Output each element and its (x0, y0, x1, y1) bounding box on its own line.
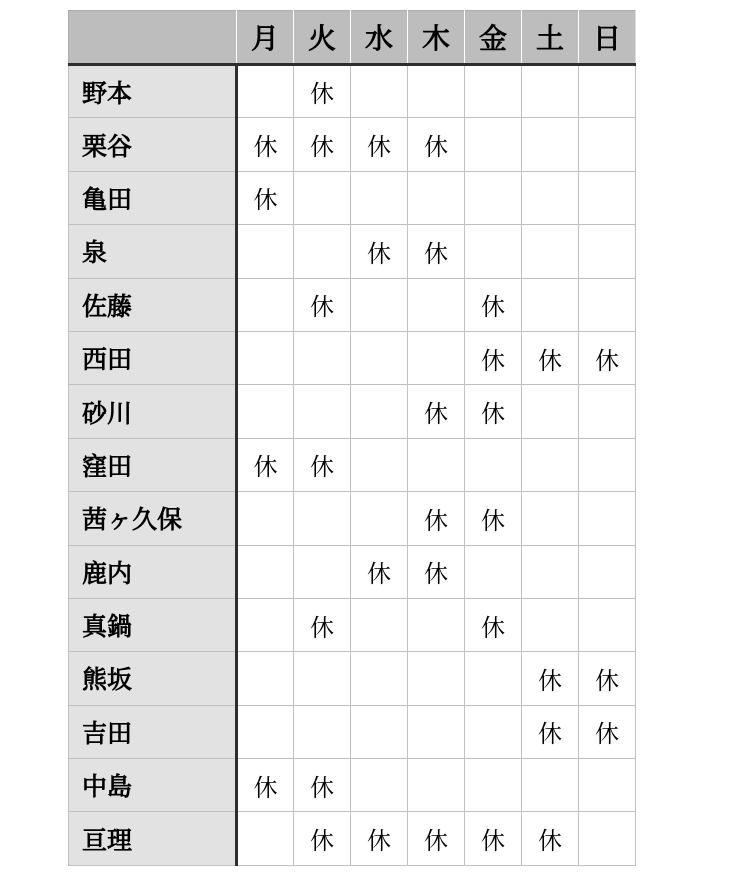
day-header-2: 水 (351, 11, 408, 65)
schedule-cell (237, 705, 294, 758)
schedule-cell: 休 (465, 331, 522, 384)
employee-name-cell: 亘理 (69, 812, 237, 865)
schedule-cell: 休 (579, 705, 636, 758)
schedule-cell (522, 171, 579, 224)
schedule-cell (408, 438, 465, 491)
schedule-cell (522, 545, 579, 598)
employee-name-cell: 西田 (69, 331, 237, 384)
table-row (69, 705, 636, 758)
schedule-cell: 休 (465, 278, 522, 331)
day-header-6: 日 (579, 11, 636, 65)
schedule-cell (522, 759, 579, 812)
schedule-cell (579, 278, 636, 331)
schedule-cell (579, 492, 636, 545)
schedule-cell (522, 492, 579, 545)
schedule-cell (522, 225, 579, 278)
schedule-cell (408, 171, 465, 224)
schedule-cell (294, 545, 351, 598)
table-row (69, 331, 636, 384)
employee-name-cell: 砂川 (69, 385, 237, 438)
schedule-cell (351, 598, 408, 651)
schedule-cell (465, 545, 522, 598)
schedule-cell: 休 (237, 438, 294, 491)
schedule-table-container (68, 10, 636, 866)
schedule-cell: 休 (408, 385, 465, 438)
day-header-3: 木 (408, 11, 465, 65)
schedule-cell (465, 225, 522, 278)
day-header-4: 金 (465, 11, 522, 65)
schedule-cell (408, 652, 465, 705)
schedule-cell (237, 278, 294, 331)
schedule-cell: 休 (351, 545, 408, 598)
schedule-cell (294, 331, 351, 384)
employee-name-cell: 鹿内 (69, 545, 237, 598)
weekly-dayoff-schedule-table (68, 10, 636, 866)
schedule-cell (522, 278, 579, 331)
schedule-cell: 休 (294, 118, 351, 171)
schedule-cell: 休 (465, 598, 522, 651)
employee-name-cell: 野本 (69, 65, 237, 118)
table-row (69, 171, 636, 224)
table-row (69, 225, 636, 278)
employee-name-cell: 亀田 (69, 171, 237, 224)
schedule-cell: 休 (579, 331, 636, 384)
schedule-cell (579, 812, 636, 865)
schedule-cell (579, 65, 636, 118)
employee-name-cell: 吉田 (69, 705, 237, 758)
table-body (69, 65, 636, 866)
table-row (69, 492, 636, 545)
schedule-cell (351, 492, 408, 545)
schedule-cell (465, 652, 522, 705)
schedule-cell (579, 118, 636, 171)
table-row (69, 598, 636, 651)
schedule-cell: 休 (237, 171, 294, 224)
schedule-cell (465, 65, 522, 118)
schedule-cell (465, 171, 522, 224)
schedule-cell (522, 598, 579, 651)
table-row (69, 759, 636, 812)
schedule-cell (579, 598, 636, 651)
schedule-cell: 休 (351, 225, 408, 278)
schedule-cell (351, 385, 408, 438)
schedule-cell: 休 (522, 705, 579, 758)
schedule-cell: 休 (408, 118, 465, 171)
schedule-cell (237, 545, 294, 598)
schedule-cell (522, 438, 579, 491)
schedule-cell (351, 652, 408, 705)
schedule-cell (294, 385, 351, 438)
schedule-cell: 休 (294, 65, 351, 118)
schedule-cell (237, 598, 294, 651)
schedule-cell (522, 118, 579, 171)
schedule-cell (408, 705, 465, 758)
day-header-0: 月 (237, 11, 294, 65)
schedule-cell (522, 65, 579, 118)
schedule-cell: 休 (294, 759, 351, 812)
schedule-cell: 休 (408, 812, 465, 865)
schedule-cell (237, 65, 294, 118)
schedule-cell (237, 331, 294, 384)
header-row (69, 11, 636, 65)
employee-name-cell: 茜ヶ久保 (69, 492, 237, 545)
table-header (69, 11, 636, 65)
schedule-cell: 休 (294, 438, 351, 491)
schedule-cell: 休 (522, 812, 579, 865)
table-row (69, 652, 636, 705)
day-header-1: 火 (294, 11, 351, 65)
schedule-cell: 休 (294, 278, 351, 331)
schedule-cell (294, 652, 351, 705)
schedule-cell: 休 (522, 331, 579, 384)
schedule-cell (294, 171, 351, 224)
schedule-cell: 休 (522, 652, 579, 705)
employee-name-cell: 真鍋 (69, 598, 237, 651)
table-row (69, 438, 636, 491)
schedule-cell: 休 (237, 118, 294, 171)
schedule-cell (408, 278, 465, 331)
schedule-cell (294, 225, 351, 278)
schedule-cell (351, 759, 408, 812)
schedule-cell (579, 759, 636, 812)
schedule-cell (351, 171, 408, 224)
schedule-cell (465, 705, 522, 758)
table-row (69, 545, 636, 598)
schedule-cell (294, 705, 351, 758)
schedule-cell (408, 598, 465, 651)
schedule-cell (351, 705, 408, 758)
schedule-cell (465, 759, 522, 812)
schedule-cell: 休 (237, 759, 294, 812)
schedule-cell (465, 118, 522, 171)
schedule-cell: 休 (294, 598, 351, 651)
schedule-cell: 休 (351, 118, 408, 171)
table-row (69, 118, 636, 171)
schedule-cell (237, 812, 294, 865)
employee-name-cell: 熊坂 (69, 652, 237, 705)
schedule-cell (408, 331, 465, 384)
schedule-cell: 休 (465, 385, 522, 438)
schedule-cell (408, 759, 465, 812)
schedule-cell (237, 385, 294, 438)
schedule-cell (579, 438, 636, 491)
schedule-cell: 休 (408, 225, 465, 278)
schedule-cell (237, 492, 294, 545)
schedule-cell: 休 (408, 545, 465, 598)
table-row (69, 65, 636, 118)
table-row (69, 385, 636, 438)
employee-name-cell: 栗谷 (69, 118, 237, 171)
schedule-cell (294, 492, 351, 545)
schedule-cell (579, 171, 636, 224)
employee-name-cell: 中島 (69, 759, 237, 812)
schedule-cell (351, 278, 408, 331)
schedule-cell: 休 (408, 492, 465, 545)
schedule-cell (351, 331, 408, 384)
schedule-cell: 休 (465, 492, 522, 545)
employee-name-cell: 窪田 (69, 438, 237, 491)
schedule-cell: 休 (351, 812, 408, 865)
table-row (69, 812, 636, 865)
schedule-cell: 休 (465, 812, 522, 865)
schedule-cell (579, 545, 636, 598)
schedule-cell (579, 225, 636, 278)
schedule-cell (408, 65, 465, 118)
schedule-cell (465, 438, 522, 491)
day-header-5: 土 (522, 11, 579, 65)
schedule-cell (351, 65, 408, 118)
schedule-cell (351, 438, 408, 491)
schedule-cell (237, 652, 294, 705)
schedule-cell (579, 385, 636, 438)
employee-name-cell: 佐藤 (69, 278, 237, 331)
schedule-cell (237, 225, 294, 278)
schedule-cell: 休 (294, 812, 351, 865)
employee-name-cell: 泉 (69, 225, 237, 278)
schedule-cell: 休 (579, 652, 636, 705)
table-row (69, 278, 636, 331)
corner-header-cell (69, 11, 237, 65)
schedule-cell (522, 385, 579, 438)
